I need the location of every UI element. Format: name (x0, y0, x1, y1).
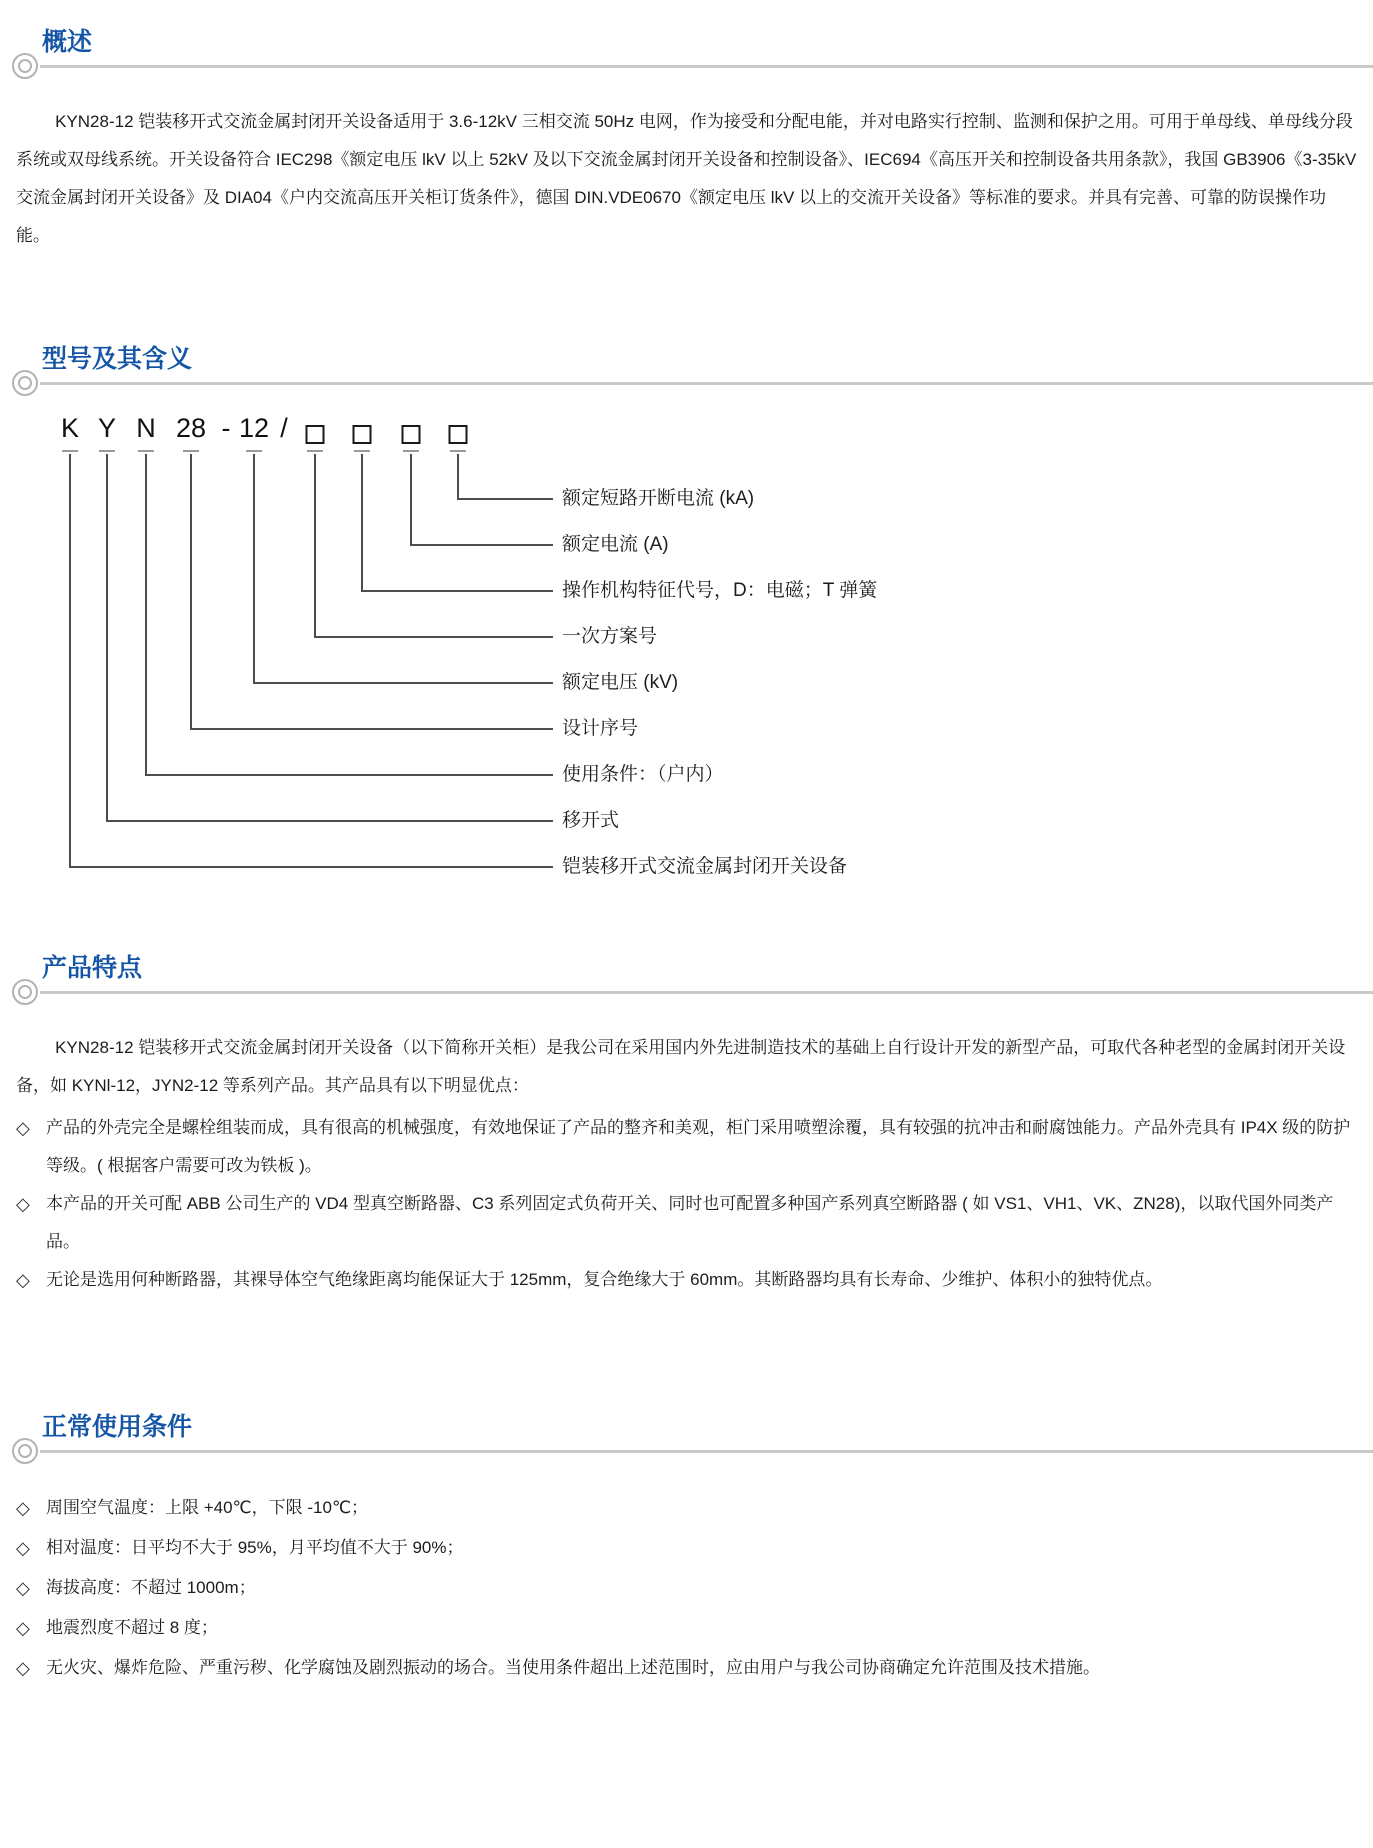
ring-icon (12, 53, 38, 79)
connector-horizontal-line (190, 728, 553, 730)
code-tick (99, 450, 115, 452)
code-tick (246, 450, 262, 452)
code-tick (138, 450, 154, 452)
connector-vertical-line (457, 454, 459, 500)
connector-horizontal-line (69, 866, 553, 868)
model-code-char: 28 (175, 413, 207, 443)
connector-vertical-line (253, 454, 255, 684)
diamond-bullet-icon: ◇ (16, 1194, 30, 1214)
features-section (0, 952, 1373, 1299)
diamond-bullet-icon: ◇ (16, 1578, 30, 1598)
condition-bullet (16, 1528, 1357, 1568)
features-intro: KYN28-12 铠装移开式交流金属封闭开关设备（以下简称开关柜）是我公司在采用国内外先进制造技术的基础上自行设计开发的新型产品，可取代各种老型的金属封闭开关设备，如 KYNl-12，JYN2-12 等系列产品。其产品具有以下明显优点： (16, 1038, 1346, 1095)
feature-bullet (16, 1185, 1357, 1261)
rule-line (40, 991, 1373, 994)
conditions-section (0, 1411, 1373, 1688)
condition-bullet-text: 海拔高度：不超过 1000m； (46, 1578, 256, 1597)
connector-vertical-line (361, 454, 363, 592)
model-code-char: - (221, 413, 231, 443)
feature-bullet-text: 产品的外壳完全是螺栓组装而成，具有很高的机械强度，有效地保证了产品的整齐和美观，柜门采用喷塑涂覆，具有较强的抗冲击和耐腐蚀能力。产品外壳具有 IP4X 级的防护等级。( 根据客户需要可改为铁板 )。 (46, 1118, 1351, 1175)
model-code-box (306, 425, 325, 444)
connector-horizontal-line (253, 682, 553, 684)
connector-vertical-line (190, 454, 192, 730)
condition-bullet-text: 周围空气温度：上限 +40℃，下限 -10℃； (46, 1498, 369, 1517)
section-rule (0, 977, 1373, 1007)
overview-paragraph: KYN28-12 铠装移开式交流金属封闭开关设备适用于 3.6-12kV 三相交流 50Hz 电网，作为接受和分配电能，并对电路实行控制、监测和保护之用。可用于单母线、单母线分段系统或双母线系统。开关设备符合 IEC298《额定电压 lkV 以上 52kV 及以下交流金属封闭开关设备和控制设备》、IEC694《高压开关和控制设备共用条款》，我国 GB3906《3-35kV 交流金属封闭开关设备》及 DIA04《户内交流高压开关柜订货条件》，德国 DIN.VDE0670《额定电压 lkV 以上的交流开关设备》等标准的要求。并具有完善、可靠的防误操作功能。 (16, 112, 1357, 245)
model-code-label: 额定电压 (kV) (562, 672, 679, 693)
model-title: 型号及其含义 (42, 345, 193, 373)
diamond-bullet-icon: ◇ (16, 1498, 30, 1518)
code-tick (450, 450, 466, 452)
section-rule (0, 1436, 1373, 1466)
connector-horizontal-line (314, 636, 553, 638)
ring-icon (12, 370, 38, 396)
connector-horizontal-line (457, 498, 553, 500)
model-code-char: 12 (238, 413, 270, 443)
ring-inner-icon (18, 59, 32, 73)
connector-vertical-line (106, 454, 108, 822)
condition-bullet (16, 1488, 1357, 1528)
connector-horizontal-line (106, 820, 553, 822)
model-code-label: 设计序号 (562, 718, 639, 739)
code-tick (403, 450, 419, 452)
connector-vertical-line (69, 454, 71, 868)
connector-horizontal-line (145, 774, 553, 776)
ring-inner-icon (18, 985, 32, 999)
model-code-char: N (136, 413, 156, 443)
condition-bullet (16, 1648, 1357, 1688)
connector-vertical-line (145, 454, 147, 776)
diamond-bullet-icon: ◇ (16, 1618, 30, 1638)
rule-line (40, 65, 1373, 68)
features-title: 产品特点 (42, 954, 143, 982)
feature-bullet-text: 无论是选用何种断路器，其裸导体空气绝缘距离均能保证大于 125mm，复合绝缘大于 60mm。其断路器均具有长寿命、少维护、体积小的独特优点。 (46, 1270, 1163, 1289)
section-rule (0, 51, 1373, 81)
model-code-char: K (60, 413, 80, 443)
condition-bullet-text: 相对温度：日平均不大于 95%，月平均值不大于 90%； (46, 1538, 464, 1557)
condition-bullet-text: 无火灾、爆炸危险、严重污秽、化学腐蚀及剧烈振动的场合。当使用条件超出上述范围时，应由用户与我公司协商确定允许范围及技术措施。 (46, 1658, 1100, 1677)
model-code-label: 额定电流 (A) (562, 534, 669, 555)
model-code-label: 使用条件：（户内） (562, 764, 724, 785)
feature-bullet (16, 1261, 1357, 1299)
model-code-box (449, 425, 468, 444)
model-code-label: 铠装移开式交流金属封闭开关设备 (562, 856, 848, 877)
model-code-char: Y (97, 413, 117, 443)
diamond-bullet-icon: ◇ (16, 1270, 30, 1290)
code-tick (354, 450, 370, 452)
model-section (0, 343, 1373, 904)
features-list (16, 1109, 1357, 1299)
condition-bullet-text: 地震烈度不超过 8 度； (46, 1618, 218, 1637)
feature-bullet-text: 本产品的开关可配 ABB 公司生产的 VD4 型真空断路器、C3 系列固定式负荷开关、同时也可配置多种国产系列真空断路器 ( 如 VS1、VH1、VK、ZN28)，以取代国外同类产品。 (46, 1194, 1334, 1251)
model-code-char: / (280, 413, 288, 443)
conditions-list (16, 1488, 1357, 1688)
diamond-bullet-icon: ◇ (16, 1118, 30, 1138)
model-code-box (402, 425, 421, 444)
model-code-label: 额定短路开断电流 (kA) (562, 488, 755, 509)
ring-icon (12, 979, 38, 1005)
diamond-bullet-icon: ◇ (16, 1538, 30, 1558)
model-code-box (353, 425, 372, 444)
rule-line (40, 382, 1373, 385)
connector-vertical-line (410, 454, 412, 546)
overview-section (0, 26, 1373, 255)
model-code-diagram (0, 412, 1373, 904)
rule-line (40, 1450, 1373, 1453)
diamond-bullet-icon: ◇ (16, 1658, 30, 1678)
ring-inner-icon (18, 376, 32, 390)
code-tick (183, 450, 199, 452)
condition-bullet (16, 1608, 1357, 1648)
connector-horizontal-line (361, 590, 553, 592)
section-rule (0, 368, 1373, 398)
conditions-title: 正常使用条件 (42, 1413, 193, 1441)
code-tick (307, 450, 323, 452)
model-code-label: 移开式 (562, 810, 620, 831)
ring-inner-icon (18, 1444, 32, 1458)
ring-icon (12, 1438, 38, 1464)
condition-bullet (16, 1568, 1357, 1608)
model-code-label: 一次方案号 (562, 626, 658, 647)
connector-horizontal-line (410, 544, 553, 546)
model-code-label: 操作机构特征代号，D：电磁；T 弹簧 (562, 580, 878, 601)
connector-vertical-line (314, 454, 316, 638)
overview-title: 概述 (42, 28, 93, 56)
code-tick (62, 450, 78, 452)
feature-bullet (16, 1109, 1357, 1185)
